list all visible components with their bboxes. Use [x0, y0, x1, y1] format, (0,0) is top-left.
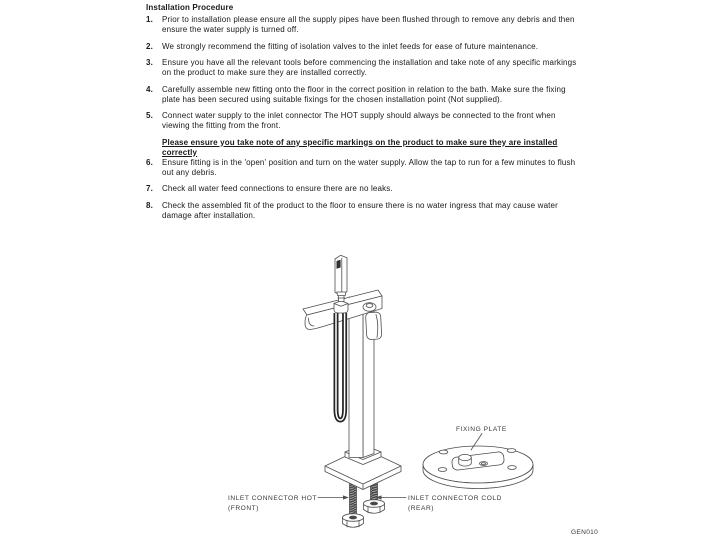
procedure-step-5	[146, 111, 582, 131]
handset-spray-face	[337, 260, 341, 269]
procedure-step-2	[146, 42, 582, 52]
step-text: Ensure you have all the relevant tools before commencing the installation and take note of any specific markings on the product to make sure they are installed correctly.	[162, 58, 577, 77]
document-code: GEN010	[571, 529, 599, 536]
fixing-plate-label: FIXING PLATE	[456, 426, 507, 433]
page-title: Installation Procedure	[146, 3, 234, 12]
step-text: Prior to installation please ensure all the supply pipes have been flushed through to remove any debris and then ensure the water supply is turned off.	[162, 15, 575, 34]
hot-arrowhead	[343, 495, 349, 499]
warning-note: Please ensure you take note of any specific markings on the product to make sure they are installed correctly	[162, 137, 558, 157]
procedure-step-4	[146, 85, 582, 105]
step-text: We strongly recommend the fitting of isolation valves to the inlet feeds for ease of future maintenance.	[162, 41, 539, 51]
procedure-step-7	[146, 184, 582, 194]
step-number: 6.	[146, 157, 153, 167]
inlet-cold-sublabel: (REAR)	[408, 505, 435, 512]
tap-diagram-svg	[0, 250, 720, 540]
fixing-hole	[507, 449, 516, 453]
procedure-step-1	[146, 15, 582, 35]
fixing-hole	[439, 450, 448, 454]
shower-hose	[336, 313, 345, 420]
procedure-text-block	[146, 3, 582, 227]
fixing-hole	[508, 466, 517, 470]
step-text: Check the assembled fit of the product to the floor to ensure there is no water ingress that may cause water damage after installation.	[162, 200, 558, 220]
inlet-cold-label: INLET CONNECTOR COLD	[408, 495, 502, 502]
step-text: Check all water feed connections to ensure there are no leaks.	[162, 184, 393, 193]
step-number: 8.	[146, 200, 153, 210]
step-number: 3.	[146, 58, 153, 67]
procedure-step-6	[146, 158, 582, 178]
procedure-step-8	[146, 201, 582, 221]
step-number: 4.	[146, 84, 153, 94]
fixing-plate	[423, 446, 533, 488]
step-text: Ensure fitting is in the 'open' position and turn on the water supply. Allow the tap to run for a few minutes to flush out any debris.	[162, 157, 576, 177]
procedure-step-3	[146, 58, 582, 78]
inlet-hot-label: INLET CONNECTOR HOT	[228, 495, 317, 502]
installation-diagram	[0, 250, 720, 540]
step-text: Connect water supply to the inlet connector The HOT supply should always be connected to the front when viewing the fitting from the front.	[162, 111, 556, 130]
step-number: 7.	[146, 184, 153, 193]
fixing-hole	[438, 468, 447, 472]
step-number: 5.	[146, 111, 153, 120]
step-number: 2.	[146, 41, 153, 51]
step-number: 1.	[146, 15, 153, 24]
handset-dock	[334, 295, 348, 314]
step-text: Carefully assemble new fitting onto the floor in the correct position in relation to the bath. Make sure the fixing plate has been secured using suitable fixings for the chosen installation point (Not supplied).	[162, 84, 566, 104]
shower-handset	[335, 255, 347, 295]
inlet-hot-sublabel: (FRONT)	[228, 505, 259, 512]
